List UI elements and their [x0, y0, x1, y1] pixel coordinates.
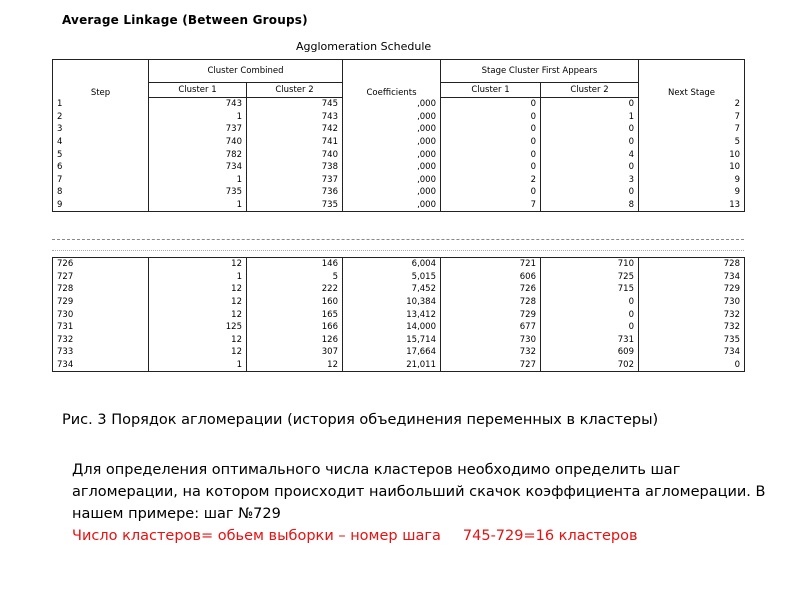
table-cell: 0: [541, 161, 639, 174]
schedule-table-top: [52, 59, 745, 212]
table-cell: 0: [441, 148, 541, 161]
table-cell: 3: [541, 174, 639, 187]
table-cell: 222: [247, 283, 343, 296]
table-cell: 2: [639, 98, 745, 111]
table-cell: 0: [441, 136, 541, 149]
formula-text: Число кластеров= обьем выборки – номер шага: [72, 528, 441, 544]
schedule-table-bottom: [52, 257, 745, 372]
table-row: [53, 161, 745, 174]
header-cluster-combined: Cluster Combined: [149, 60, 343, 83]
table-cell: 5,015: [343, 271, 441, 284]
table-cell: 5: [247, 271, 343, 284]
table-cell: 677: [441, 321, 541, 334]
table-cell: 2: [53, 111, 149, 124]
table-cell: 740: [149, 136, 247, 149]
table-cell: 6: [53, 161, 149, 174]
table-cell: 125: [149, 321, 247, 334]
table-cell: 7: [441, 199, 541, 212]
table-cell: 729: [639, 283, 745, 296]
table-cell: 0: [441, 111, 541, 124]
table-cell: 12: [247, 359, 343, 372]
table-cell: 721: [441, 258, 541, 271]
table-cell: 307: [247, 346, 343, 359]
table-cell: 3: [53, 123, 149, 136]
table-cell: 10,384: [343, 296, 441, 309]
table-cell: ,000: [343, 199, 441, 212]
table-cell: 160: [247, 296, 343, 309]
table-row: [53, 258, 745, 271]
table-cell: 9: [639, 186, 745, 199]
table-row: [53, 199, 745, 212]
table-cell: 606: [441, 271, 541, 284]
table-row: [53, 321, 745, 334]
table-cell: 12: [149, 308, 247, 321]
table-cell: ,000: [343, 123, 441, 136]
table-cell: 8: [541, 199, 639, 212]
table-cell: 730: [53, 308, 149, 321]
table-cell: 740: [247, 148, 343, 161]
table-row: [53, 186, 745, 199]
table-cell: 12: [149, 296, 247, 309]
table-cell: 12: [149, 346, 247, 359]
table-cell: 12: [149, 283, 247, 296]
table-cell: 742: [247, 123, 343, 136]
table-cell: 7,452: [343, 283, 441, 296]
table-cell: 727: [441, 359, 541, 372]
table-cell: 0: [541, 308, 639, 321]
table-cell: 743: [247, 111, 343, 124]
table-cell: 725: [541, 271, 639, 284]
header-stage-first-appears: Stage Cluster First Appears: [441, 60, 639, 83]
table-cell: 10: [639, 161, 745, 174]
table-cell: 735: [247, 199, 343, 212]
header-next-stage: Next Stage: [639, 60, 745, 98]
table-cell: 737: [247, 174, 343, 187]
table-row: [53, 346, 745, 359]
table-cell: 730: [441, 334, 541, 347]
table-cell: 729: [53, 296, 149, 309]
table-cell: 737: [149, 123, 247, 136]
table-cell: 726: [441, 283, 541, 296]
table-cell: ,000: [343, 186, 441, 199]
table-cell: 728: [639, 258, 745, 271]
table-cell: 732: [53, 334, 149, 347]
table-cell: 734: [53, 359, 149, 372]
table-cell: 0: [541, 98, 639, 111]
table-cell: 6,004: [343, 258, 441, 271]
table-cell: 0: [541, 296, 639, 309]
table-cell: 0: [541, 321, 639, 334]
table-cell: 166: [247, 321, 343, 334]
table-cell: 1: [149, 199, 247, 212]
table-cell: 745: [247, 98, 343, 111]
table-cell: 7: [53, 174, 149, 187]
table-cell: 710: [541, 258, 639, 271]
table-cell: 0: [541, 186, 639, 199]
table-row: [53, 98, 745, 111]
table-cell: 12: [149, 334, 247, 347]
table-cell: 0: [441, 186, 541, 199]
table-cell: 21,011: [343, 359, 441, 372]
table-cell: 13: [639, 199, 745, 212]
table-cell: 146: [247, 258, 343, 271]
table-cell: 2: [441, 174, 541, 187]
table-cell: 4: [541, 148, 639, 161]
table-title: Average Linkage (Between Groups): [62, 13, 308, 27]
table-row: [53, 148, 745, 161]
table-cell: 732: [639, 321, 745, 334]
table-cell: 0: [441, 161, 541, 174]
table-cell: 732: [441, 346, 541, 359]
table-cell: ,000: [343, 111, 441, 124]
table-cell: 735: [149, 186, 247, 199]
table-gap-separator: [52, 239, 744, 251]
table-cell: 736: [247, 186, 343, 199]
header-cluster2: Cluster 2: [247, 83, 343, 98]
table-row: [53, 123, 745, 136]
table-cell: 735: [639, 334, 745, 347]
header-stage-cluster1: Cluster 1: [441, 83, 541, 98]
table-cell: 702: [541, 359, 639, 372]
table-cell: 0: [441, 98, 541, 111]
table-cell: 728: [53, 283, 149, 296]
table-cell: 727: [53, 271, 149, 284]
table-cell: 5: [639, 136, 745, 149]
table-cell: ,000: [343, 98, 441, 111]
table-cell: 733: [53, 346, 149, 359]
table-cell: ,000: [343, 174, 441, 187]
figure-caption: Рис. 3 Порядок агломерации (история объединения переменных в кластеры): [62, 412, 659, 428]
table-cell: 731: [53, 321, 149, 334]
table-cell: 741: [247, 136, 343, 149]
explanation-paragraph: Для определения оптимального числа кластеров необходимо определить шаг агломерации, на котором происходит наибольший скачок коэффициента агломерации. В нашем примере: шаг №729: [72, 462, 766, 522]
table-cell: 1: [149, 174, 247, 187]
header-step: Step: [53, 60, 149, 98]
table-cell: 1: [541, 111, 639, 124]
table-cell: 743: [149, 98, 247, 111]
table-cell: 10: [639, 148, 745, 161]
table-row: [53, 308, 745, 321]
table-cell: 1: [149, 111, 247, 124]
table-cell: 12: [149, 258, 247, 271]
table-cell: 726: [53, 258, 149, 271]
table-cell: 1: [53, 98, 149, 111]
header-coefficients: Coefficients: [343, 60, 441, 98]
table-cell: 728: [441, 296, 541, 309]
table-row: [53, 136, 745, 149]
header-cluster1: Cluster 1: [149, 83, 247, 98]
table-row: [53, 271, 745, 284]
table-row: [53, 174, 745, 187]
table-cell: 126: [247, 334, 343, 347]
table-cell: 729: [441, 308, 541, 321]
table-cell: ,000: [343, 161, 441, 174]
table-row: [53, 111, 745, 124]
header-stage-cluster2: Cluster 2: [541, 83, 639, 98]
table-cell: 782: [149, 148, 247, 161]
table-cell: 0: [541, 136, 639, 149]
table-cell: 0: [541, 123, 639, 136]
table-cell: 730: [639, 296, 745, 309]
table-cell: 734: [149, 161, 247, 174]
formula-calculation: 745-729=16 кластеров: [462, 528, 638, 544]
table-cell: 17,664: [343, 346, 441, 359]
table-cell: 609: [541, 346, 639, 359]
table-cell: 14,000: [343, 321, 441, 334]
table-cell: 734: [639, 271, 745, 284]
table-cell: 13,412: [343, 308, 441, 321]
table-cell: 731: [541, 334, 639, 347]
table-cell: 738: [247, 161, 343, 174]
table-cell: 732: [639, 308, 745, 321]
table-cell: 8: [53, 186, 149, 199]
table-row: [53, 283, 745, 296]
table-cell: 165: [247, 308, 343, 321]
table-row: [53, 334, 745, 347]
table-cell: 1: [149, 359, 247, 372]
table-cell: 15,714: [343, 334, 441, 347]
table-row: [53, 359, 745, 372]
table-cell: 0: [639, 359, 745, 372]
table-cell: 734: [639, 346, 745, 359]
cluster-count-formula: [72, 528, 638, 544]
table-row: [53, 296, 745, 309]
table-cell: 4: [53, 136, 149, 149]
table-cell: 5: [53, 148, 149, 161]
table-cell: ,000: [343, 136, 441, 149]
table-cell: 7: [639, 123, 745, 136]
table-cell: ,000: [343, 148, 441, 161]
table-cell: 9: [53, 199, 149, 212]
table-cell: 0: [441, 123, 541, 136]
table-subtitle: Agglomeration Schedule: [296, 40, 432, 53]
table-cell: 7: [639, 111, 745, 124]
table-cell: 1: [149, 271, 247, 284]
table-cell: 715: [541, 283, 639, 296]
table-cell: 9: [639, 174, 745, 187]
